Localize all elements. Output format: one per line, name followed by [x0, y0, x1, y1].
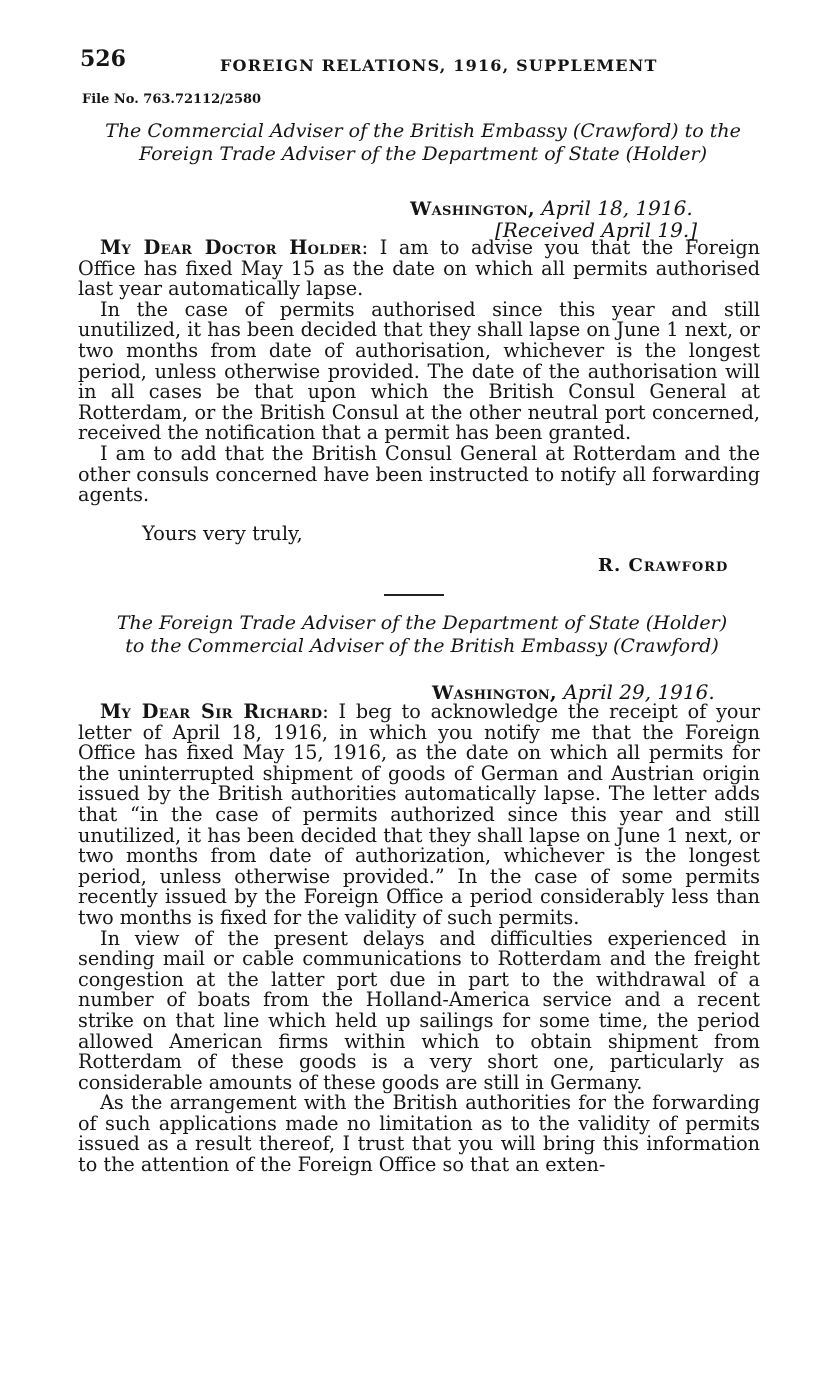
document-2-paragraph-3: As the arrangement with the British authorities for the forwarding of such applications made no limitation as to the validity of permits issued as a result thereof, I trust that you will bring this information to the attention of the Foreign Office so that an exten-	[78, 1091, 760, 1177]
document-2-paragraph-1	[78, 702, 760, 929]
document-1-salutation: My Dear Doctor Holder	[100, 236, 362, 259]
document-1-paragraph-2: In the case of permits authorised since this year and still unutilized, it has been decided that they shall lapse on June 1 next, or two months from date of authorisation, whichever is the longest period, unless otherwise provided. The date of the authorisation will in all cases be that upon which the British Consul General at Rotterdam, or the British Consul at the other neutral port concerned, received the notification that a permit has been granted.	[78, 297, 760, 445]
document-2-heading-line-2: to the Commercial Adviser of the British Embassy (Crawford)	[125, 635, 719, 657]
document-1-date: April 18, 1916.	[541, 196, 693, 220]
document-2-heading-line-1: The Foreign Trade Adviser of the Department of State (Holder)	[116, 612, 728, 634]
document-1-signature: R. Crawford	[598, 555, 729, 576]
document-1-heading-line-1: The Commercial Adviser of the British Embassy (Crawford) to the	[105, 120, 741, 142]
document-1-letter-body	[78, 238, 760, 506]
section-divider	[384, 594, 444, 596]
running-head	[80, 46, 740, 76]
document-1-heading-line-2: Foreign Trade Adviser of the Department of State (Holder)	[138, 143, 708, 165]
document-1-heading	[80, 120, 766, 166]
document-1-paragraph-3: I am to add that the British Consul General at Rotterdam and the other consuls concerned have been instructed to notify all forwarding agents.	[78, 441, 760, 507]
document-1-received-note: [Received April 19.]	[495, 218, 697, 242]
document-1-dateline	[410, 196, 693, 220]
file-number: File No. 763.72112/2580	[82, 92, 262, 107]
document-2-place: Washington,	[432, 682, 557, 704]
document-1-closing: Yours very truly,	[142, 522, 303, 545]
document-1-place: Washington,	[410, 198, 535, 220]
document-1-paragraph-1	[78, 238, 760, 300]
document-2-paragraph-1-text: : I beg to acknowledge the receipt of your letter of April 18, 1916, in which you notify me that the Foreign Office has fixed May 15, 1916, as the date on which all permits for the uninterrupted shipment of goods of German and Austrian origin issued by the British authorities automatically lapse. The letter adds that “in the case of permits authorized since this year and still unutilized, it has been decided that they shall lapse on June 1 next, or two months from date of authorization, whichever is the longest period, unless otherwise provided.” In the case of some permits recently issued by the Foreign Office a period considerably less than two months is fixed for the validity of such permits.	[78, 700, 760, 929]
document-2-paragraph-2: In view of the present delays and difficulties experienced in sending mail or cable communications to Rotterdam and the freight congestion at the latter port due in part to the withdrawal of a number of boats from the Holland-America service and a recent strike on that line which held up sailings for some time, the period allowed American firms within which to obtain shipment from Rotterdam of these goods is a very short one, particularly as considerable amounts of these goods are still in Germany.	[78, 926, 760, 1094]
document-2-salutation: My Dear Sir Richard	[100, 700, 323, 723]
document-2-date: April 29, 1916.	[563, 680, 715, 704]
running-header-title: FOREIGN RELATIONS, 1916, SUPPLEMENT	[220, 56, 658, 75]
document-1-paragraph-1-text: : I am to advise you that the Foreign Office has fixed May 15 as the date on which all permits authorised last year automatically lapse.	[78, 236, 760, 301]
page-number: 526	[80, 46, 126, 72]
document-2-letter-body	[78, 702, 760, 1176]
document-2-heading	[72, 612, 772, 658]
